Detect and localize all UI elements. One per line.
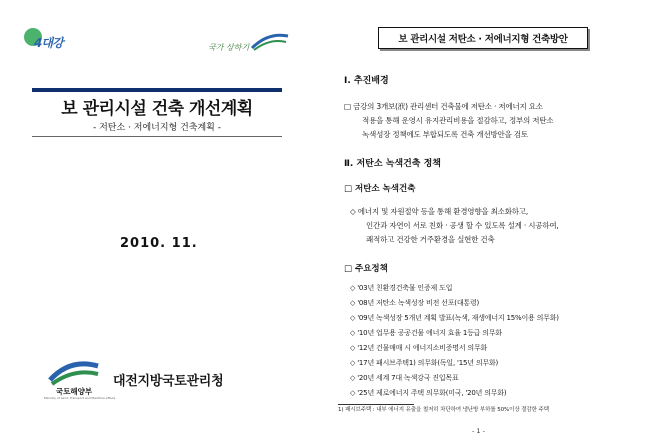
cover-date: 2010. 11. [120,236,198,251]
nation-logo-text: 국가 상하기 [208,43,250,52]
background-line: 녹색성장 정책에도 부합되도록 건축 개선방안을 검토 [362,130,528,139]
river-logo-text: 4대강 [34,36,63,50]
cover-subtitle: - 저탄소 · 저에너지형 건축계획 - [93,123,221,133]
content-page [322,0,645,446]
green-building-line: 인간과 자연이 서로 친화 · 공생 할 수 있도록 설계 · 시공하여, [366,221,559,230]
agency-name: 대전지방국토관리청 [113,374,224,389]
cover-title: 보 관리시설 건축 개선계획 [61,99,253,119]
background-line: □ 금강의 3개보(洑) 관리센터 건축물에 저탄소 · 저에너지 요소 [344,102,543,111]
policy-item: ◇ '25년 제로에너지 주택 의무화(미국, '20년 의무화) [350,389,507,397]
nation-logo-icon [208,38,288,56]
policy-item: ◇ '20년 세계 7대 녹색강국 진입목표 [350,374,459,382]
policy-item: ◇ '17년 패시브주택1) 의무화(독일, '15년 의무화) [350,359,499,367]
title-divider [32,136,282,137]
policy-item: ◇ '09년 녹색성장 5개년 계획 발표(녹색, 재생에너지 15%이용 의무화) [350,314,559,322]
subheading-policies: □ 주요정책 [344,264,388,274]
ministry-name: 국토해양부 [55,387,93,396]
green-building-line: 쾌적하고 건강한 거주환경을 실현한 건축 [366,235,495,244]
policy-item: ◇ '12년 건물매매 시 에너지소비증명서 의무화 [350,344,488,352]
green-building-line: ◇ 에너지 및 자원절약 등을 통해 환경영향을 최소화하고, [350,207,529,216]
content-title-box [378,27,588,49]
title-rule [32,88,282,92]
subheading-green-building: □ 저탄소 녹색건축 [344,184,416,194]
policy-item: ◇ '10년 업무용 공공건물 에너지 효율 1등급 의무화 [350,329,502,337]
content-title: 보 관리시설 저탄소 · 저에너지형 건축방안 [398,34,568,45]
section-heading-background: Ⅰ. 추진배경 [344,76,389,86]
policy-item: ◇ '03년 친환경건축물 인증제 도입 [350,284,453,292]
page-number: - 1 - [472,427,485,435]
footnote: 1) 패시브주택 : 내부 에너지 유출을 철저히 차단하여 냉난방 부하를 50%이상 절감한 주택 [338,407,549,413]
background-line: 적용을 통해 운영시 유지관리비용을 절감하고, 정부의 저탄소 [362,116,554,125]
section-heading-policy: Ⅱ. 저탄소 녹색건축 정책 [344,159,441,169]
policy-item: ◇ '08년 저탄소 녹색성장 비전 선포(대통령) [350,299,480,307]
river-logo-icon [24,26,76,56]
ministry-english-name: Ministry of Land, Transport and Maritime Affairs [44,396,116,400]
